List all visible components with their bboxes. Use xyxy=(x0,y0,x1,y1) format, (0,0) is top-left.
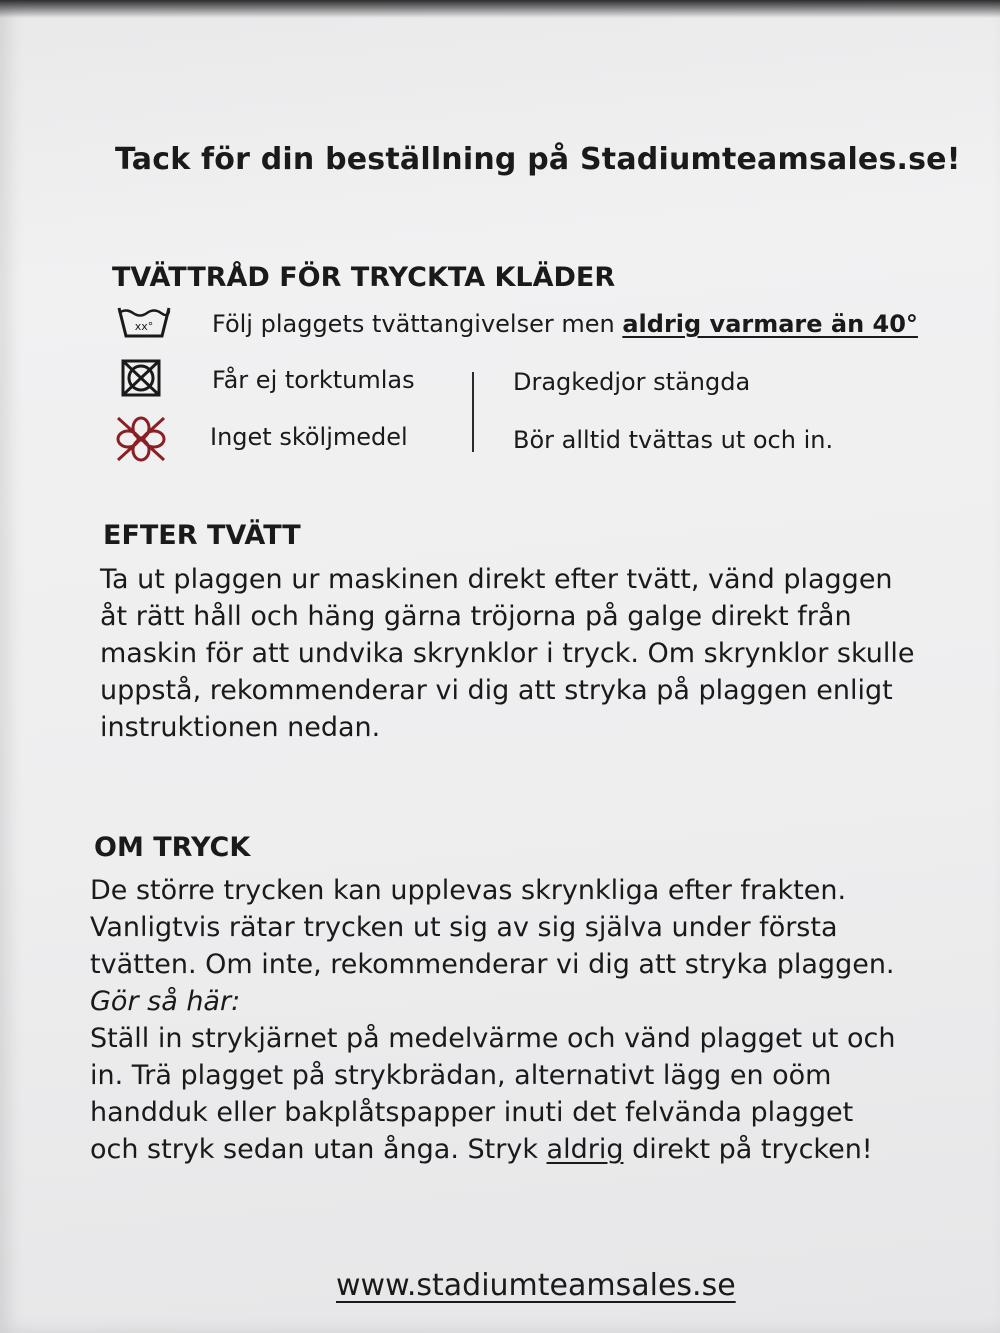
last-line-emphasis: aldrig xyxy=(546,1134,624,1165)
after-wash-line: uppstå, rekommenderar vi dig att stryka på plaggen enligt xyxy=(100,675,893,706)
wash-tub-icon xyxy=(116,304,172,340)
inside-out-text: Bör alltid tvättas ut och in. xyxy=(513,426,834,454)
howto-label: Gör så här: xyxy=(90,986,241,1017)
svg-text:xx°: xx° xyxy=(134,320,154,333)
no-fabric-softener-icon xyxy=(114,414,168,464)
after-wash-line: åt rätt håll och häng gärna tröjorna på galge direkt från xyxy=(100,601,852,632)
last-line-prefix: och stryk sedan utan ånga. Stryk xyxy=(90,1134,547,1165)
no-softener-text: Inget sköljmedel xyxy=(210,423,408,451)
howto-last-line xyxy=(90,1131,995,1168)
care-section-title: TVÄTTRÅD FÖR TRYCKTA KLÄDER xyxy=(112,262,616,293)
about-print-line: Vanligtvis rätar trycken ut sig av sig själva under första xyxy=(90,912,838,943)
after-wash-line: Ta ut plaggen ur maskinen direkt efter tvätt, vänd plaggen xyxy=(100,564,893,595)
after-wash-line: instruktionen nedan. xyxy=(100,712,381,743)
after-wash-title: EFTER TVÄTT xyxy=(103,520,301,551)
howto-line: handduk eller bakplåtspapper inuti det felvända plagget xyxy=(90,1097,854,1128)
wash-text-emphasis: aldrig varmare än 40° xyxy=(622,310,918,338)
care-column-divider xyxy=(472,372,474,452)
greeting-heading: Tack för din beställning på Stadiumteamsales.se! xyxy=(115,142,961,177)
wash-text: Följ plaggets tvättangivelser men xyxy=(212,310,623,338)
about-print-line: tvätten. Om inte, rekommenderar vi dig att stryka plaggen. xyxy=(90,949,895,980)
howto-line: Ställ in strykjärnet på medelvärme och vänd plagget ut och xyxy=(90,1023,896,1054)
last-line-suffix: direkt på trycken! xyxy=(623,1134,873,1165)
about-print-body xyxy=(90,872,995,1168)
about-print-title: OM TRYCK xyxy=(94,832,251,863)
after-wash-body xyxy=(100,561,990,746)
after-wash-line: maskin för att undvika skrynklor i tryck. Om skrynklor skulle xyxy=(100,638,915,669)
about-print-line: De större trycken kan upplevas skrynkliga efter frakten. xyxy=(90,875,847,906)
wash-instruction xyxy=(212,310,918,338)
footer-url: www.stadiumteamsales.se xyxy=(336,1268,736,1303)
howto-line: in. Trä plagget på strykbrädan, alternativt lägg en oöm xyxy=(90,1060,832,1091)
zippers-closed-text: Dragkedjor stängda xyxy=(513,368,751,396)
no-tumble-dry-icon xyxy=(120,358,162,398)
no-tumble-dry-text: Får ej torktumlas xyxy=(212,366,415,394)
